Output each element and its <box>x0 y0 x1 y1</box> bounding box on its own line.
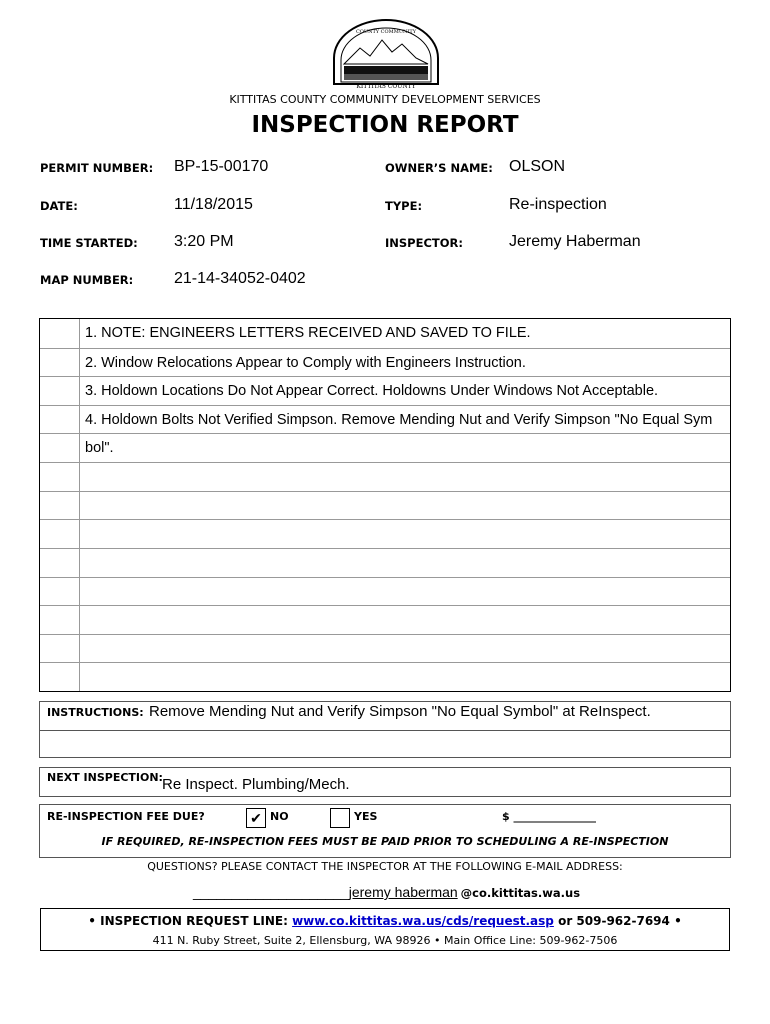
request-line-label: INSPECTION REQUEST LINE: <box>100 914 288 928</box>
permit-number-value: BP-15-00170 <box>174 158 269 175</box>
note-row-check-cell <box>40 463 80 491</box>
date-label: DATE: <box>40 199 78 213</box>
note-row-check-cell <box>40 492 80 520</box>
note-row <box>40 634 730 663</box>
note-row <box>40 433 730 462</box>
instructions-value: Remove Mending Nut and Verify Simpson "No Equal Symbol" at ReInspect. <box>149 703 651 720</box>
bullet-icon: • <box>88 914 96 928</box>
request-phone: or 509-962-7694 <box>558 914 670 928</box>
email-domain: @co.kittitas.wa.us <box>460 886 581 900</box>
time-started-label: TIME STARTED: <box>40 236 138 250</box>
note-row <box>40 462 730 491</box>
fee-amount: $ _______________ <box>502 810 596 823</box>
fee-yes-checkbox[interactable] <box>330 808 350 828</box>
note-text: bol". <box>85 440 114 457</box>
note-row-check-cell <box>40 349 80 377</box>
map-number-label: MAP NUMBER: <box>40 273 134 287</box>
email-blank-line: ____________________ <box>193 884 349 900</box>
note-row-check-cell <box>40 377 80 405</box>
date-value: 11/18/2015 <box>174 196 253 213</box>
footer-box <box>40 908 730 951</box>
bullet-icon: • <box>433 934 441 947</box>
instructions-label: INSTRUCTIONS: <box>47 706 144 719</box>
reinspection-fee-box <box>39 804 731 858</box>
note-row <box>40 577 730 606</box>
svg-text:KITTITAS COUNTY: KITTITAS COUNTY <box>356 83 416 90</box>
fee-notice: IF REQUIRED, RE-INSPECTION FEES MUST BE PAID PRIOR TO SCHEDULING A RE-INSPECTION <box>101 835 669 848</box>
fee-yes-label: YES <box>354 810 378 823</box>
note-row <box>40 605 730 634</box>
note-row-check-cell <box>40 406 80 434</box>
report-title: INSPECTION REPORT <box>251 112 519 138</box>
agency-name: KITTITAS COUNTY COMMUNITY DEVELOPMENT SERVICES <box>229 93 541 106</box>
fee-no-label: NO <box>270 810 289 823</box>
note-row <box>40 548 730 577</box>
note-row-check-cell <box>40 549 80 577</box>
note-text: 2. Window Relocations Appear to Comply with Engineers Instruction. <box>85 354 526 371</box>
inspector-label: INSPECTOR: <box>385 236 463 250</box>
note-text: 3. Holdown Locations Do Not Appear Correct. Holdowns Under Windows Not Acceptable. <box>85 383 659 400</box>
owner-name-value: OLSON <box>509 158 566 175</box>
note-row <box>40 405 730 434</box>
note-row-check-cell <box>40 635 80 663</box>
inspector-value: Jeremy Haberman <box>509 233 641 250</box>
note-row <box>40 319 730 348</box>
note-text: 4. Holdown Bolts Not Verified Simpson. Remove Mending Nut and Verify Simpson "No Equal Sym <box>85 411 713 428</box>
request-line <box>41 914 729 928</box>
email-user: jeremy haberman <box>348 884 458 900</box>
type-value: Re-inspection <box>509 196 607 213</box>
next-inspection-box <box>39 767 731 797</box>
address-line <box>41 934 729 947</box>
map-number-value: 21-14-34052-0402 <box>174 270 306 287</box>
main-office-line: Main Office Line: 509-962-7506 <box>443 934 618 947</box>
kittitas-county-seal-logo <box>330 18 442 90</box>
note-row-check-cell <box>40 578 80 606</box>
permit-number-label: PERMIT NUMBER: <box>40 161 154 175</box>
note-row <box>40 376 730 405</box>
next-inspection-value: Re Inspect. Plumbing/Mech. <box>162 776 350 793</box>
bullet-icon: • <box>674 914 682 928</box>
time-started-value: 3:20 PM <box>174 233 234 250</box>
note-row <box>40 662 730 691</box>
fee-no-checkbox[interactable]: ✔ <box>246 808 266 828</box>
reinspection-fee-label: RE-INSPECTION FEE DUE? <box>47 810 205 823</box>
owner-name-label: OWNER’S NAME: <box>385 161 493 175</box>
next-inspection-label: NEXT INSPECTION: <box>47 771 163 784</box>
note-text: 1. NOTE: ENGINEERS LETTERS RECEIVED AND SAVED TO FILE. <box>85 325 531 341</box>
questions-text: QUESTIONS? PLEASE CONTACT THE INSPECTOR AT THE FOLLOWING E-MAIL ADDRESS: <box>147 860 623 873</box>
svg-text:COUNTY COMMUNITY: COUNTY COMMUNITY <box>355 29 417 35</box>
note-row-check-cell <box>40 434 80 462</box>
office-address: 411 N. Ruby Street, Suite 2, Ellensburg, WA 98926 <box>152 934 431 947</box>
note-row-check-cell <box>40 663 80 691</box>
note-row-check-cell <box>40 520 80 548</box>
note-row-check-cell <box>40 606 80 634</box>
note-row <box>40 519 730 548</box>
inspection-notes-table <box>39 318 731 692</box>
request-url-link[interactable]: www.co.kittitas.wa.us/cds/request.asp <box>292 914 554 928</box>
type-label: TYPE: <box>385 199 423 213</box>
note-row <box>40 491 730 520</box>
note-row-check-cell <box>40 319 80 348</box>
instructions-box <box>39 701 731 758</box>
inspector-email <box>193 884 580 900</box>
note-row <box>40 348 730 377</box>
